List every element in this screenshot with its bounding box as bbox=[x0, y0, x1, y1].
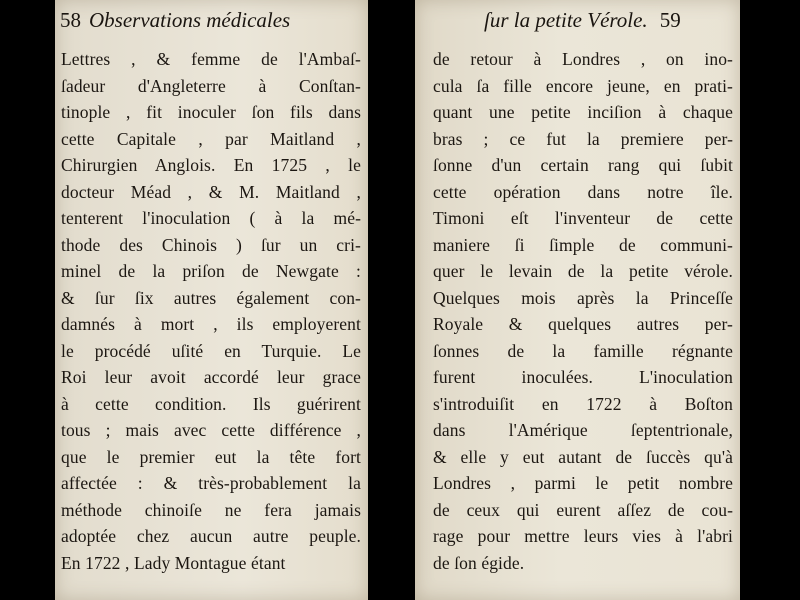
text-line: que le premier eut la tête fort bbox=[61, 446, 361, 467]
text-line: minel de la priſon de Newgate : bbox=[61, 261, 361, 281]
text-line: de ceux qui eurent aſſez de cou- bbox=[433, 499, 733, 520]
text-line: à cette condition. Ils guérirent bbox=[61, 393, 361, 414]
text-line: thode des Chinois ) ſur un cri- bbox=[61, 234, 361, 255]
right-running-title: ſur la petite Vérole. bbox=[484, 8, 648, 32]
text-line: rage pour mettre leurs vies à l'abri bbox=[433, 526, 733, 546]
right-running-head bbox=[484, 8, 681, 33]
left-page-number: 58 bbox=[60, 8, 81, 32]
text-line: cette opération dans notre île. bbox=[433, 181, 733, 202]
text-line: & elle y eut autant de ſuccès qu'à bbox=[433, 446, 733, 467]
text-line: dans l'Amérique ſeptentrionale, bbox=[433, 420, 733, 440]
text-line: adoptée chez aucun autre peuple. bbox=[61, 526, 361, 546]
left-page bbox=[55, 0, 368, 600]
text-line: Timoni eſt l'inventeur de cette bbox=[433, 208, 733, 228]
text-line: Lettres , & femme de l'Ambaſ- bbox=[61, 49, 361, 69]
text-line: Quelques mois après la Princeſſe bbox=[433, 287, 733, 308]
text-line: & ſur ſix autres également con- bbox=[61, 287, 361, 308]
text-line: tenterent l'inoculation ( à la mé- bbox=[61, 208, 361, 228]
text-line: tinople , fit inoculer ſon fils dans bbox=[61, 102, 361, 122]
left-running-head bbox=[60, 8, 290, 33]
text-line: furent inoculées. L'inoculation bbox=[433, 367, 733, 387]
text-line: ſadeur d'Angleterre à Conſtan- bbox=[61, 75, 361, 96]
text-line: Chirurgien Anglois. En 1725 , le bbox=[61, 155, 361, 175]
text-line: affectée : & très-probablement la bbox=[61, 473, 361, 493]
text-line: s'introduiſit en 1722 à Boſton bbox=[433, 393, 733, 414]
text-line: quant une petite inciſion à chaque bbox=[433, 102, 733, 122]
text-line: quer le levain de la petite vérole. bbox=[433, 261, 733, 281]
left-running-title: Observations médicales bbox=[89, 8, 291, 32]
text-line: ſonne d'un certain rang qui ſubit bbox=[433, 155, 733, 175]
text-line: En 1722 , Lady Montague étant bbox=[61, 552, 286, 573]
right-page bbox=[415, 0, 740, 600]
text-line: maniere ſi ſimple de communi- bbox=[433, 234, 733, 255]
text-line: de retour à Londres , on ino- bbox=[433, 49, 733, 69]
text-line: cula ſa fille encore jeune, en prati- bbox=[433, 75, 733, 96]
text-line: de ſon égide. bbox=[433, 552, 525, 573]
text-line: le procédé uſité en Turquie. Le bbox=[61, 340, 361, 361]
left-body-text bbox=[61, 46, 361, 576]
text-line: cette Capitale , par Maitland , bbox=[61, 128, 361, 149]
right-page-number: 59 bbox=[659, 8, 681, 32]
text-line: docteur Méad , & M. Maitland , bbox=[61, 181, 361, 202]
text-line: tous ; mais avec cette différence , bbox=[61, 420, 361, 440]
text-line: Londres , parmi le petit nombre bbox=[433, 473, 733, 493]
text-line: méthode chinoiſe ne fera jamais bbox=[61, 499, 361, 520]
text-line: Roi leur avoit accordé leur grace bbox=[61, 367, 361, 387]
text-line: ſonnes de la famille régnante bbox=[433, 340, 733, 361]
text-line: bras ; ce fut la premiere per- bbox=[433, 128, 733, 149]
text-line: Royale & quelques autres per- bbox=[433, 314, 733, 334]
text-line: damnés à mort , ils employerent bbox=[61, 314, 361, 334]
right-body-text bbox=[433, 46, 733, 576]
